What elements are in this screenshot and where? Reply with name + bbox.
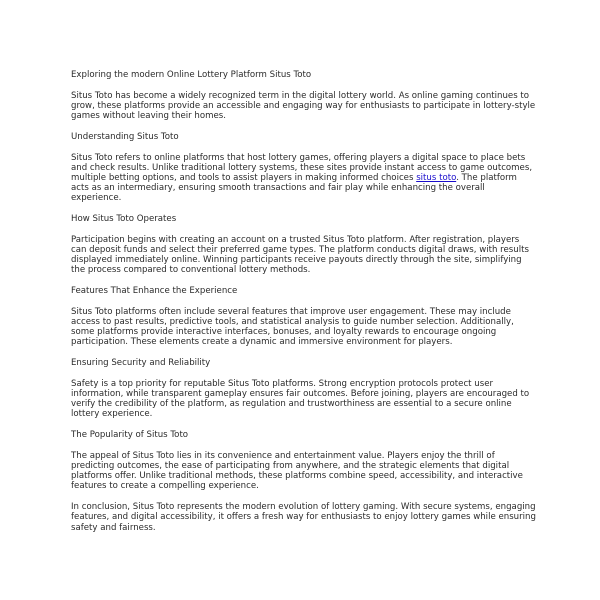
situs-toto-link[interactable]: situs toto (416, 172, 457, 183)
document-title: Exploring the modern Online Lottery Platform Situs Toto (71, 70, 312, 80)
section-heading-features: Features That Enhance the Experience (71, 286, 238, 297)
document-body (71, 70, 537, 543)
section-heading-understanding: Understanding Situs Toto (71, 131, 179, 142)
section-paragraph-understanding (71, 153, 537, 204)
conclusion-paragraph: In conclusion, Situs Toto represents the modern evolution of lottery gaming. With secure systems, engaging features, and digital accessibility, it offers a fresh way for enthusiasts to enjoy lottery games while ensuring safety and fairness. (71, 502, 536, 533)
section-paragraph-security: Safety is a top priority for reputable Situs Toto platforms. Strong encryption protocols protect user information, while transparent gameplay ensures fair outcomes. Before joining, players are encouraged to verify the credibility of the platform, as regulation and trustworthiness are essential to a secure online lottery experience. (71, 378, 530, 420)
paragraph-text: . The platform acts as an intermediary, ensuring smooth transactions and fair play while enhancing the overall experience. (71, 172, 517, 204)
paragraph-text: Situs Toto refers to online platforms that host lottery games, offering players a digital space to place bets and check results. Unlike traditional lottery systems, these sites provide instant access to game outcomes, multiple betting options, and tools to assist players in making informed choices (71, 152, 533, 183)
section-heading-popularity: The Popularity of Situs Toto (71, 430, 189, 441)
section-heading-security: Ensuring Security and Reliability (71, 358, 211, 369)
intro-paragraph: Situs Toto has become a widely recognized term in the digital lottery world. As online gaming continues to grow, these platforms provide an accessible and engaging way for enthusiasts to participate in lottery-style games without leaving their homes. (71, 90, 536, 122)
section-paragraph-operates: Participation begins with creating an account on a trusted Situs Toto platform. After registration, players can deposit funds and select their preferred game types. The platform conducts digital draws, with results displayed immediately online. Winning participants receive payouts directly through the site, simplifying the process compared to conventional lottery methods. (71, 234, 529, 276)
section-paragraph-features: Situs Toto platforms often include several features that improve user engagement. These may include access to past results, predictive tools, and statistical analysis to guide number selection. Additionally, some platforms provide interactive interfaces, bonuses, and loyalty rewards to encourage ongoing participation. These elements create a dynamic and immersive environment for players. (71, 306, 514, 348)
section-paragraph-popularity: The appeal of Situs Toto lies in its convenience and entertainment value. Players enjoy the thrill of predicting outcomes, the ease of participating from anywhere, and the strategic elements that digital platforms offer. Unlike traditional methods, these platforms combine speed, accessibility, and interactive features to create a compelling experience. (71, 450, 523, 492)
section-heading-operates: How Situs Toto Operates (71, 214, 177, 225)
